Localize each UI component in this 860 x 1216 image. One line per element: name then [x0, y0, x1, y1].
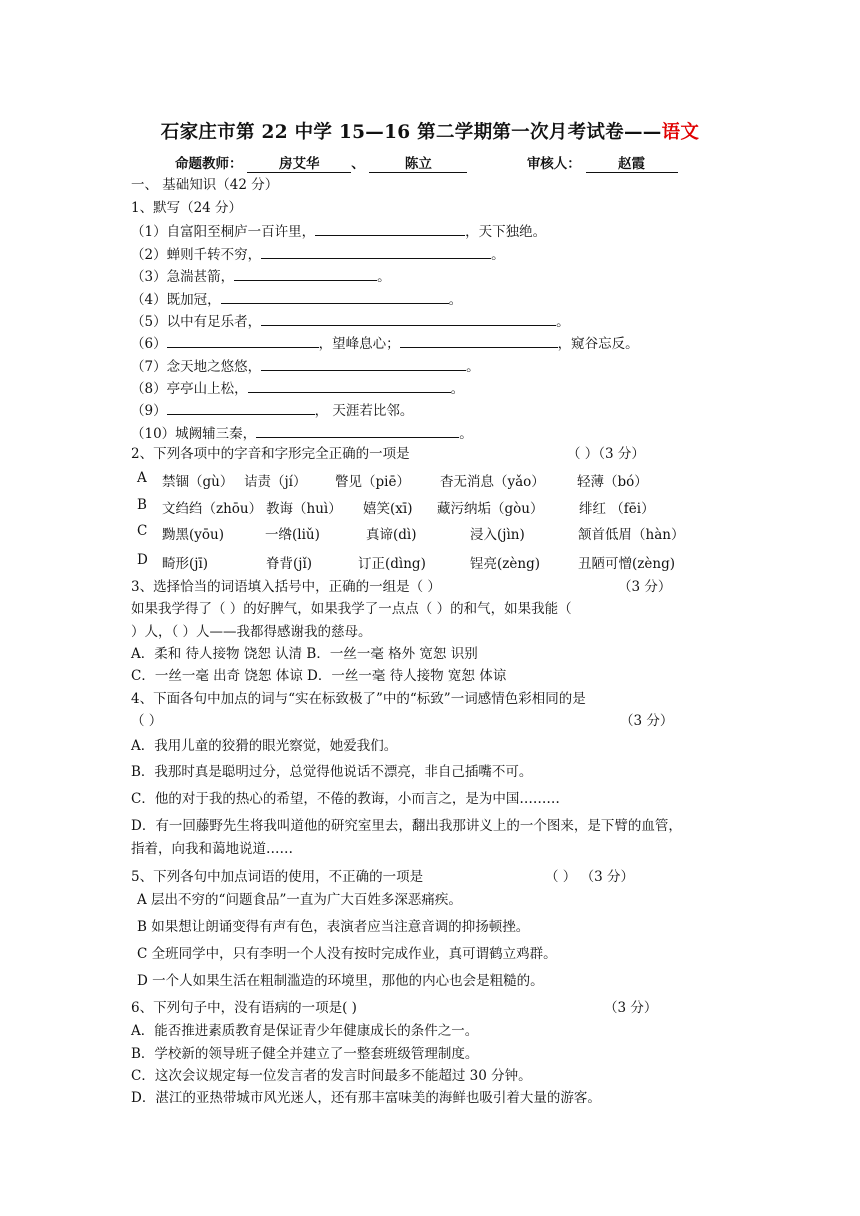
q6-score: （3 分） [604, 1000, 658, 1016]
exam-title [0, 118, 860, 144]
q4-answer-bracket[interactable]: （ ） [131, 713, 163, 729]
q5-option-b[interactable]: B 如果想让朗诵变得有声有色，表演者应当注意音调的抑扬顿挫。 [137, 919, 530, 935]
q5-option-d[interactable]: D 一个人如果生活在粗制滥造的环境里，那他的内心也会是粗糙的。 [137, 973, 544, 989]
q5-answer-bracket[interactable]: （ ） （3 分） [545, 869, 634, 885]
author-name-1: 房艾华 [247, 152, 351, 173]
q4-option-d-line1[interactable]: D．有一回藤野先生将我叫道他的研究室里去，翻出我那讲义上的一个图来，是下臂的血管， [131, 818, 682, 834]
q2-answer-bracket[interactable]: （ ）（3 分） [567, 446, 645, 462]
q5-heading: 5、下列各句中加点词语的使用，不正确的一项是 [131, 869, 424, 885]
answer-blank[interactable] [167, 333, 319, 348]
q4-score: （3 分） [620, 713, 674, 729]
q1-item-2: （2）蝉则千转不穷， 。 [131, 244, 505, 264]
author-name-2: 陈立 [369, 152, 467, 173]
q6-option-a[interactable]: A．能否推进素质教育是保证青少年健康成长的条件之一。 [131, 1023, 479, 1039]
answer-blank[interactable] [261, 244, 491, 259]
q1-item-6: （6） ，望峰息心； ，窥谷忘反。 [131, 333, 639, 353]
title-text: 石家庄市第 22 中学 15—16 第二学期第一次月考试卷—— [160, 122, 662, 143]
section-heading: 一、 基础知识（42 分） [131, 177, 279, 193]
answer-blank[interactable] [400, 333, 558, 348]
answer-blank[interactable] [261, 311, 556, 326]
q4-option-a[interactable]: A．我用儿童的狡猾的眼光察觉，她爱我们。 [131, 738, 398, 754]
answer-blank[interactable] [261, 356, 466, 371]
q1-item-8: （8）亭亭山上松， 。 [131, 378, 464, 398]
name-separator: 、 [351, 156, 365, 172]
q6-heading: 6、下列句子中，没有语病的一项是( ) [131, 1000, 357, 1016]
q1-item-7: （7）念天地之悠悠， 。 [131, 356, 480, 376]
q4-heading: 4、下面各句中加点的词与“实在标致极了”中的“标致”一词感情色彩相同的是 [131, 691, 586, 707]
answer-blank[interactable] [315, 221, 465, 236]
q4-option-c[interactable]: C．他的对于我的热心的希望，不倦的教诲，小而言之，是为中国……… [131, 791, 560, 807]
reviewer-name: 赵霞 [586, 152, 678, 173]
q5-option-a[interactable]: A 层出不穷的“问题食品”一直为广大百姓多深恶痛疾。 [137, 892, 462, 908]
q2-heading: 2、下列各项中的字音和字形完全正确的一项是 [131, 446, 410, 462]
q6-option-b[interactable]: B．学校新的领导班子健全并建立了一整套班级管理制度。 [131, 1046, 479, 1062]
q1-item-3: （3）急湍甚箭， 。 [131, 266, 391, 286]
q4-option-b[interactable]: B．我那时真是聪明过分，总觉得他说话不漂亮，非自己插嘴不可。 [131, 764, 533, 780]
subject-label: 语文 [661, 122, 700, 143]
answer-blank[interactable] [256, 423, 459, 438]
q3-options-cd[interactable]: C．一丝一毫 出奇 饶恕 体谅 D．一丝一毫 待人接物 宽恕 体谅 [131, 668, 507, 684]
q1-item-1: （1）自富阳至桐庐一百许里， ，天下独绝。 [131, 221, 546, 241]
answer-blank[interactable] [221, 289, 449, 304]
q1-item-5: （5）以中有足乐者， 。 [131, 311, 570, 331]
q3-options-ab[interactable]: A．柔和 待人接物 饶恕 认清 B．一丝一毫 格外 宽恕 识别 [131, 646, 478, 662]
q1-item-4: （4）既加冠， 。 [131, 289, 462, 309]
q3-score: （3 分） [618, 579, 672, 595]
teacher-line [175, 152, 678, 173]
q6-option-d[interactable]: D．湛江的亚热带城市风光迷人，还有那丰富味美的海鲜也吸引着大量的游客。 [131, 1090, 601, 1106]
q1-item-10: （10）城阙辅三秦， 。 [131, 423, 473, 443]
q6-option-c[interactable]: C．这次会议规定每一位发言者的发言时间最多不能超过 30 分钟。 [131, 1068, 532, 1084]
q3-heading: 3、选择恰当的词语填入括号中，正确的一组是（ ） [131, 579, 441, 595]
q5-option-c[interactable]: C 全班同学中，只有李明一个人没有按时完成作业，真可谓鹤立鸡群。 [137, 946, 557, 962]
answer-blank[interactable] [167, 400, 315, 415]
author-label: 命题教师： [175, 156, 243, 172]
answer-blank[interactable] [234, 266, 377, 281]
q4-option-d-line2[interactable]: 指着，向我和蔼地说道…… [131, 841, 293, 857]
reviewer-label: 审核人： [526, 156, 581, 172]
q1-heading: 1、默写（24 分） [131, 200, 243, 216]
answer-blank[interactable] [248, 378, 451, 393]
q1-item-9: （9） ， 天涯若比邻。 [131, 400, 413, 420]
q3-passage-line-1: 如果我学得了（ ）的好脾气，如果我学了一点点（ ）的和气，如果我能（ [131, 601, 572, 617]
q3-passage-line-2: ）人，（ ）人——我都得感谢我的慈母。 [131, 624, 372, 640]
